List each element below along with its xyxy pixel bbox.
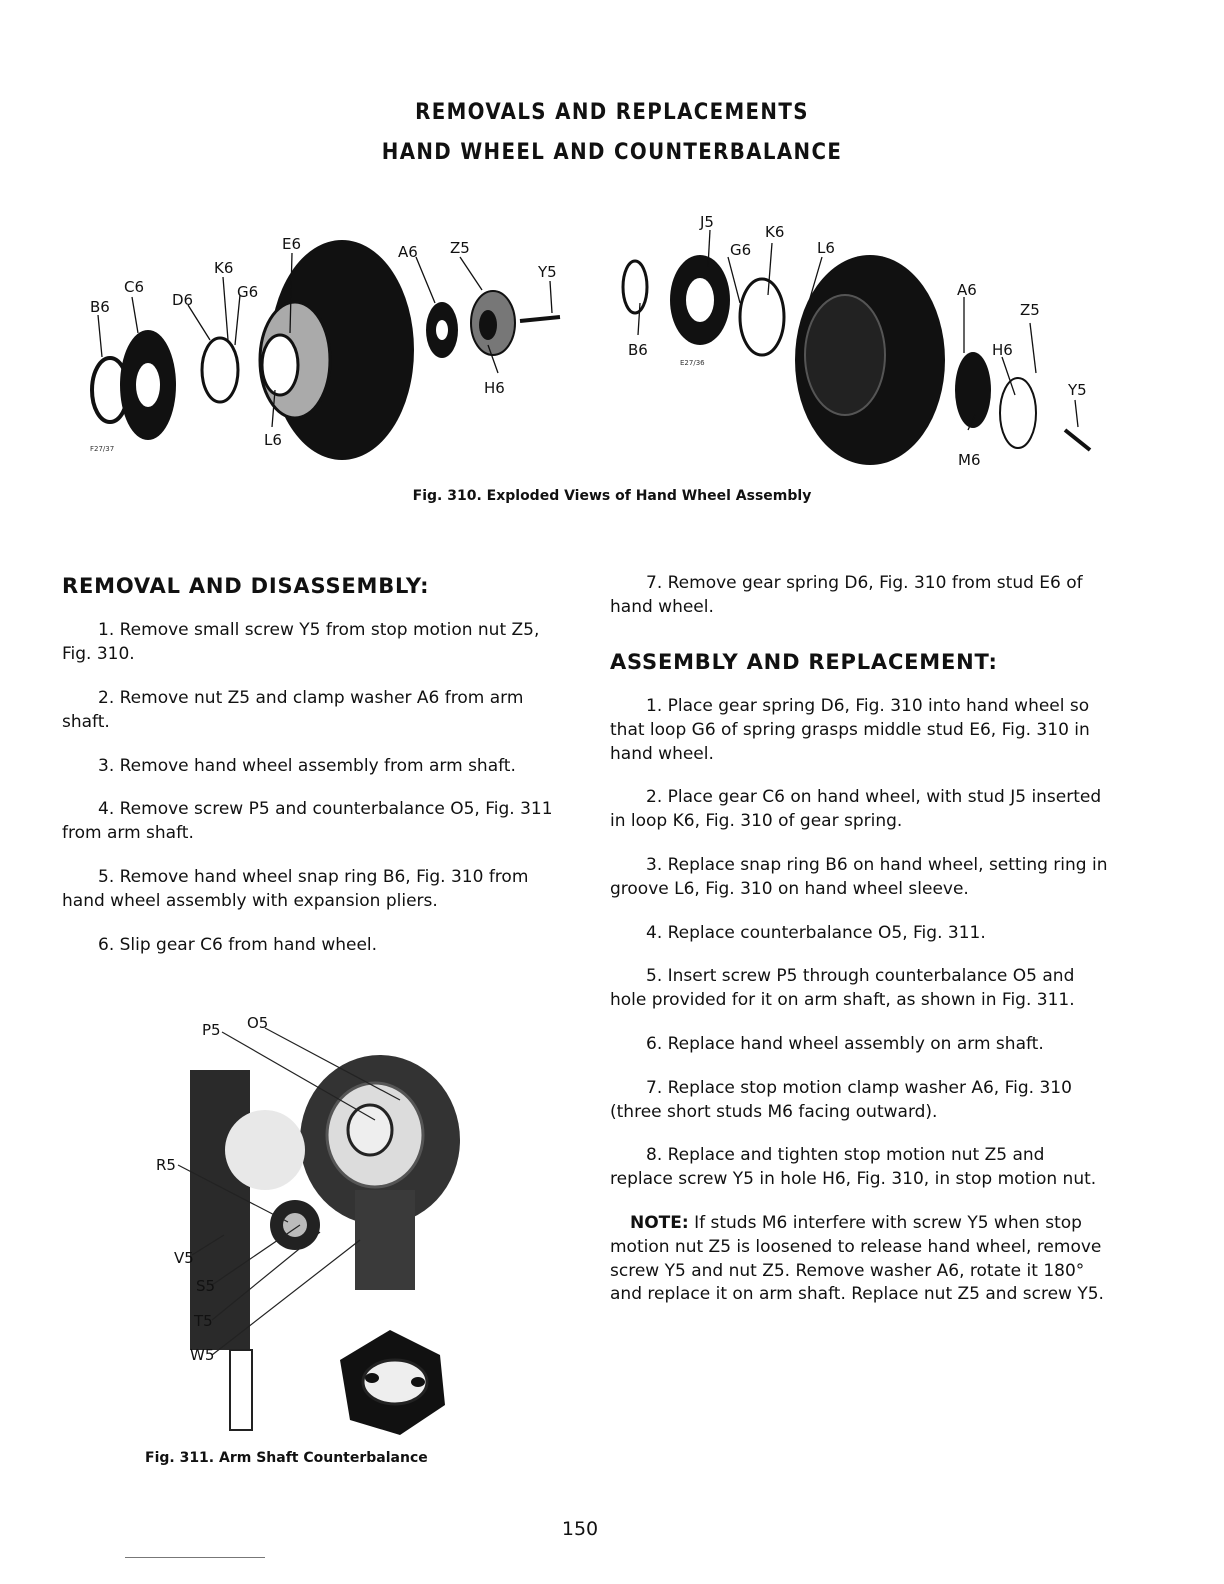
label-k6-right: K6 <box>765 223 785 241</box>
stop-nut-center <box>479 310 497 340</box>
removal-step-7: 7. Remove gear spring D6, Fig. 310 from stud E6 of hand wheel. <box>610 573 1083 617</box>
assembly-step-5: 5. Insert screw P5 through counterbalance O5 and hole provided for it on arm shaft, as shown in Fig. 311. <box>610 966 1075 1011</box>
leader-k6-right <box>768 243 772 295</box>
assembly-step-6: 6. Replace hand wheel assembly on arm shaft. <box>646 1033 1044 1054</box>
gear-c6-hole <box>136 363 160 407</box>
fig311-photo <box>150 1010 460 1440</box>
gear-spring-right <box>740 279 784 355</box>
fig310-caption: Fig. 310. Exploded Views of Hand Wheel Assembly <box>412 488 812 504</box>
leader-z5 <box>460 257 482 290</box>
label-j5-right: J5 <box>700 213 714 231</box>
leader-a6 <box>416 257 435 303</box>
leader-d6 <box>188 305 210 340</box>
leader-z5-right <box>1030 323 1036 373</box>
label-y5-right: Y5 <box>1068 381 1087 399</box>
label-a6-right: A6 <box>957 281 977 299</box>
removal-step-6: 6. Slip gear C6 from hand wheel. <box>98 934 378 955</box>
assembly-step-4: 4. Replace counterbalance O5, Fig. 311. <box>646 922 986 943</box>
removal-section <box>62 572 572 977</box>
screw-y5-right <box>1065 430 1090 450</box>
label-e6-left: E6 <box>282 235 302 253</box>
label-c6-left: C6 <box>124 278 145 296</box>
assembly-step-2: 2. Place gear C6 on hand wheel, with stud J5 inserted in loop K6, Fig. 310 of gear spring. <box>610 787 1102 832</box>
removal-step-4: 4. Remove screw P5 and counterbalance O5, Fig. 311 from arm shaft. <box>62 799 553 844</box>
arm-shaft-end <box>348 1105 392 1155</box>
clamp-washer-hole <box>436 320 448 340</box>
removal-step-5: 5. Remove hand wheel snap ring B6, Fig. 310 from hand wheel assembly with expansion pliers. <box>62 866 529 911</box>
label-r5: R5 <box>156 1156 176 1174</box>
stop-nut-z5-right <box>1000 378 1036 448</box>
page-title-line2: HAND WHEEL AND COUNTERBALANCE <box>381 140 843 165</box>
assembly-step-1: 1. Place gear spring D6, Fig. 310 into hand wheel so that loop G6 of spring grasps middle stud E6, Fig. 310 in hand wheel. <box>610 695 1090 764</box>
fig310-right-code: E27/36 <box>680 359 705 367</box>
fig310-left-code: F27/37 <box>90 445 115 453</box>
bottom-plate-hole-2 <box>411 1377 425 1387</box>
assembly-heading: ASSEMBLY AND REPLACEMENT: <box>610 649 998 674</box>
fig311-svg <box>150 1010 460 1440</box>
label-l6-left: L6 <box>264 431 282 449</box>
fig311-caption: Fig. 311. Arm Shaft Counterbalance <box>145 1450 428 1466</box>
leader-b6-right <box>638 303 640 335</box>
label-y5-left: Y5 <box>538 263 557 281</box>
label-z5-right: Z5 <box>1020 301 1040 319</box>
gear-c6-right-hole <box>686 278 714 322</box>
label-l6-right: L6 <box>817 239 835 257</box>
page-title-line1: REMOVALS AND REPLACEMENTS <box>415 100 809 125</box>
label-d6-left: D6 <box>172 291 194 309</box>
label-g6-right: G6 <box>730 241 752 259</box>
assembly-step-8: 8. Replace and tighten stop motion nut Z5 and replace screw Y5 in hole H6, Fig. 310, in stop motion nut. <box>610 1145 1097 1190</box>
gear-spring-d6 <box>202 338 238 402</box>
bottom-plate-hole-1 <box>365 1373 379 1383</box>
label-v5: V5 <box>174 1249 194 1267</box>
label-h6-left: H6 <box>484 379 505 397</box>
assembly-step-7: 7. Replace stop motion clamp washer A6, Fig. 310 (three short studs M6 facing outward). <box>610 1077 1072 1122</box>
removal-step-2: 2. Remove nut Z5 and clamp washer A6 from arm shaft. <box>62 687 524 732</box>
label-g6-left: G6 <box>237 283 259 301</box>
note-paragraph <box>610 1212 1110 1307</box>
fig310-svg <box>80 205 1140 480</box>
label-a6-left: A6 <box>398 243 418 261</box>
hand-wheel-right-hub <box>805 295 885 415</box>
removal-heading: REMOVAL AND DISASSEMBLY: <box>62 574 430 598</box>
leader-g6 <box>235 295 240 345</box>
leader-k6 <box>223 277 228 340</box>
arm-shaft-bright <box>225 1110 305 1190</box>
note-text: If studs M6 interfere with screw Y5 when stop motion nut Z5 is loosened to release hand wheel, remove screw Y5 and nut Z5. Remove washer A6, rotate it 180° and replace it on arm shaft. Replace nut Z5 and screw Y5. <box>610 1212 1104 1305</box>
label-k6-left: K6 <box>214 259 234 277</box>
removal-step-1: 1. Remove small screw Y5 from stop motion nut Z5, Fig. 310. <box>62 620 540 665</box>
label-z5-left: Z5 <box>450 239 470 257</box>
snap-ring-b6-right <box>623 261 647 313</box>
shaft-bracket <box>355 1190 415 1290</box>
screw-r5-head <box>283 1213 307 1237</box>
label-h6-right: H6 <box>992 341 1013 359</box>
assembly-section <box>610 572 1110 1307</box>
leader-y5 <box>550 281 552 313</box>
fig310-left-view <box>90 235 560 460</box>
leader-y5-right <box>1075 400 1078 427</box>
fig310-illustration <box>80 205 1140 480</box>
fig310-right-view <box>623 213 1090 469</box>
label-m6-right: M6 <box>958 451 981 469</box>
removal-step-3: 3. Remove hand wheel assembly from arm shaft. <box>98 755 516 776</box>
label-b6-right: B6 <box>628 341 648 359</box>
label-b6-left: B6 <box>90 298 110 316</box>
note-label: NOTE: <box>630 1212 689 1233</box>
screw-y5 <box>520 317 560 321</box>
machine-frame <box>190 1070 250 1350</box>
footer-rule <box>125 1557 265 1558</box>
lower-bracket <box>230 1350 252 1430</box>
label-t5: T5 <box>194 1312 213 1330</box>
page-number: 150 <box>561 1518 599 1540</box>
label-p5: P5 <box>202 1021 221 1039</box>
label-w5: W5 <box>190 1346 215 1364</box>
hand-wheel-sleeve <box>262 335 298 395</box>
leader-c6 <box>132 297 138 333</box>
label-s5: S5 <box>196 1277 216 1295</box>
label-o5: O5 <box>247 1014 269 1032</box>
leader-b6 <box>98 315 102 357</box>
clamp-washer-a6-right <box>955 352 991 428</box>
assembly-step-3: 3. Replace snap ring B6 on hand wheel, setting ring in groove L6, Fig. 310 on hand wheel sleeve. <box>610 854 1108 899</box>
